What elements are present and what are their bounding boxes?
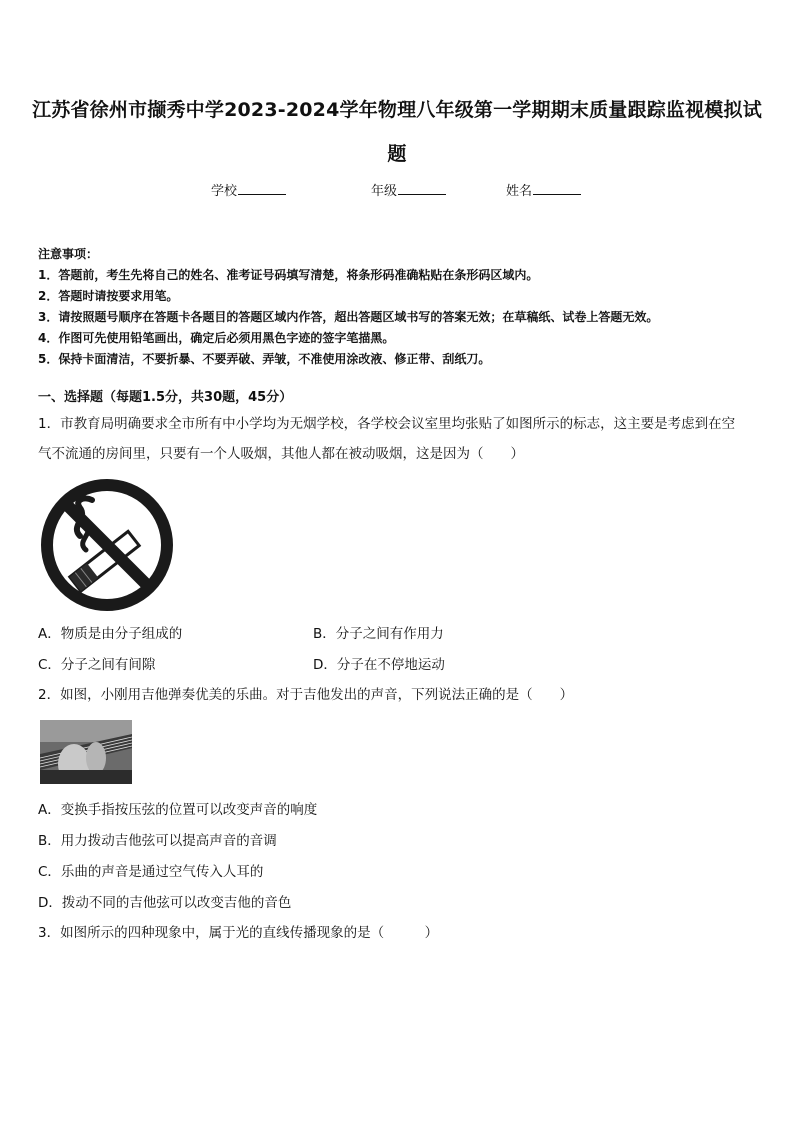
- exam-title: [30, 88, 764, 176]
- question-2-option-d[interactable]: D．拨动不同的吉他弦可以改变吉他的音色: [38, 895, 292, 911]
- grade-label: 年级: [371, 184, 398, 199]
- guitar-playing-photo-icon: [40, 720, 132, 784]
- student-info-fields: [0, 180, 794, 200]
- question-1-line-1: 1．市教育局明确要求全市所有中小学均为无烟学校，各学校会议室里均张贴了如图所示的标志，这主要是考虑到在空: [38, 416, 736, 432]
- name-label: 姓名: [506, 184, 533, 199]
- notice-block: [38, 244, 768, 370]
- question-1-option-d[interactable]: D．分子在不停地运动: [313, 657, 445, 673]
- question-3-stem: 3．如图所示的四种现象中，属于光的直线传播现象的是（ ）: [38, 925, 439, 941]
- school-label: 学校: [211, 184, 238, 199]
- question-1-option-a[interactable]: A．物质是由分子组成的: [38, 626, 183, 642]
- question-1-option-b[interactable]: B．分子之间有作用力: [313, 626, 444, 642]
- school-blank[interactable]: [238, 182, 286, 195]
- title-line-2: 题: [387, 143, 407, 165]
- question-2-option-c[interactable]: C．乐曲的声音是通过空气传入人耳的: [38, 864, 264, 880]
- title-line-1: 江苏省徐州市撷秀中学2023-2024学年物理八年级第一学期期末质量跟踪监视模拟试: [32, 99, 762, 121]
- grade-blank[interactable]: [398, 182, 446, 195]
- question-1-stem: [38, 409, 764, 469]
- name-blank[interactable]: [533, 182, 581, 195]
- section-heading: 一、选择题（每题1.5分，共30题，45分）: [38, 390, 293, 405]
- notice-item: 5．保持卡面清洁，不要折暴、不要弄破、弄皱，不准使用涂改液、修正带、刮纸刀。: [38, 352, 491, 366]
- school-field[interactable]: [211, 180, 286, 199]
- question-2-option-a[interactable]: A．变换手指按压弦的位置可以改变声音的响度: [38, 802, 318, 818]
- notice-heading: 注意事项：: [38, 247, 99, 261]
- name-field[interactable]: [506, 180, 581, 199]
- notice-item: 2．答题时请按要求用笔。: [38, 289, 179, 303]
- grade-field[interactable]: [371, 180, 446, 199]
- notice-item: 1．答题前，考生先将自己的姓名、准考证号码填写清楚，将条形码准确粘贴在条形码区域内。: [38, 268, 539, 282]
- question-2-option-b[interactable]: B．用力拨动吉他弦可以提高声音的音调: [38, 833, 277, 849]
- question-1-option-c[interactable]: C．分子之间有间隙: [38, 657, 156, 673]
- notice-item: 3．请按照题号顺序在答题卡各题目的答题区域内作答，超出答题区域书写的答案无效；在草稿纸、试卷上答题无效。: [38, 310, 659, 324]
- question-2-stem: 2．如图，小刚用吉他弹奏优美的乐曲。对于吉他发出的声音，下列说法正确的是（ ）: [38, 687, 574, 703]
- notice-item: 4．作图可先使用铅笔画出，确定后必须用黑色字迹的签字笔描黑。: [38, 331, 395, 345]
- no-smoking-sign-icon: [40, 478, 174, 612]
- question-1-line-2: 气不流通的房间里，只要有一个人吸烟，其他人都在被动吸烟，这是因为（ ）: [38, 446, 524, 462]
